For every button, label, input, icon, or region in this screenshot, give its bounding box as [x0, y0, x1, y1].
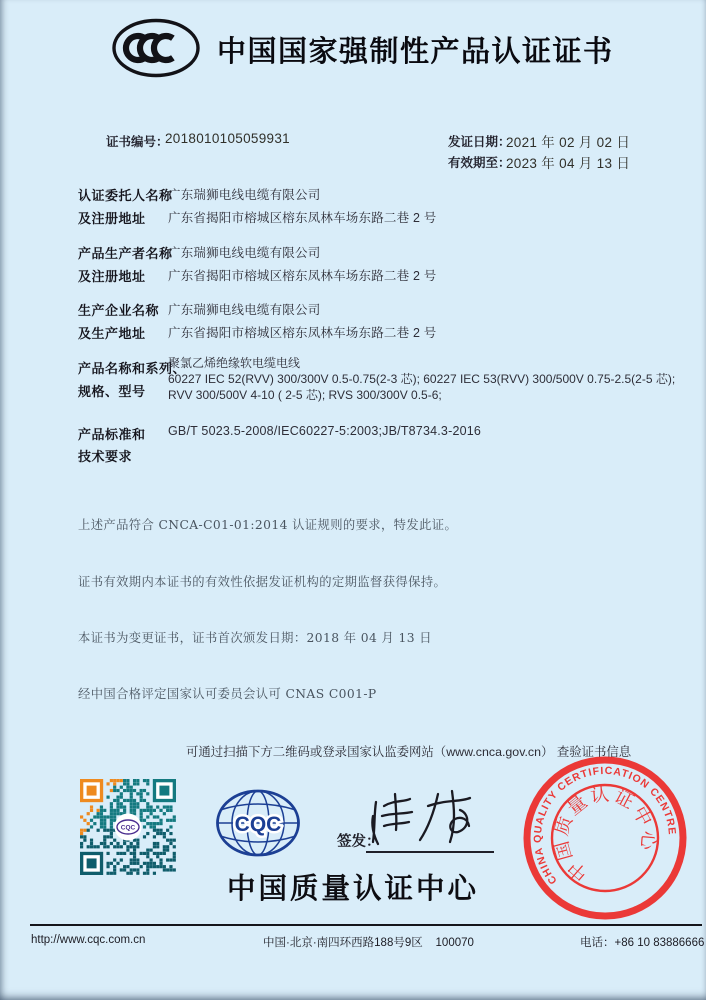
certificate-statements — [78, 479, 457, 741]
statement-validity: 证书有效期内本证书的有效性依据发证机构的定期监督获得保持。 — [78, 574, 447, 589]
stamp-text-cn: 中国质量认证中心 — [551, 784, 659, 885]
footer-phone: 电话：+86 10 83886666 — [580, 937, 705, 949]
cert-no-value: 2018010105059931 — [165, 131, 290, 146]
sign-label: 签发： — [337, 833, 381, 850]
product-model-line1: 60227 IEC 52(RVV) 300/300V 0.5-0.75(2-3 芯); 60227 IEC 53(RVV) 300/500V 0.75-2.5(2-5 芯); — [168, 372, 676, 386]
statement-cnas: 经中国合格评定国家认可委员会认可 CNAS C001-P — [78, 686, 377, 701]
producer-name-value: 广东瑞狮电线电缆有限公司 — [168, 246, 321, 260]
cqc-globe-logo-icon — [215, 789, 301, 857]
producer-address-value: 广东省揭阳市榕城区榕东凤林车场东路二巷 2 号 — [168, 269, 437, 283]
applicant-address-value: 广东省揭阳市榕城区榕东凤林车场东路二巷 2 号 — [168, 211, 437, 225]
valid-until-value: 2023 年 04 月 13 日 — [506, 156, 631, 171]
cqc-logo-text: CQC — [234, 813, 282, 836]
applicant-name-value: 广东瑞狮电线电缆有限公司 — [168, 188, 321, 202]
issue-date-label: 发证日期： — [448, 134, 511, 149]
factory-address-label: 及生产地址 — [78, 326, 146, 341]
product-model-label: 规格、型号 — [78, 384, 146, 399]
ccc-logo-icon — [110, 17, 202, 79]
factory-name-label: 生产企业名称 — [78, 303, 160, 318]
factory-name-value: 广东瑞狮电线电缆有限公司 — [168, 303, 321, 317]
verify-note: 可通过扫描下方二维码或登录国家认监委网站（www.cnca.gov.cn） 查验证书信息 — [186, 745, 632, 759]
applicant-address-label: 及注册地址 — [78, 211, 146, 226]
product-name-label: 产品名称和系列、 — [78, 361, 187, 376]
standard-value: GB/T 5023.5-2008/IEC60227-5:2003;JB/T8734.3-2016 — [168, 424, 482, 438]
page-title: 中国国家强制性产品认证证书 — [217, 36, 614, 68]
technical-req-label: 技术要求 — [78, 449, 133, 464]
stamp-text-en: CHINA QUALITY CERTIFICATION CENTRE — [531, 764, 679, 887]
statement-first-issue: 本证书为变更证书，证书首次颁发日期：2018 年 04 月 13 日 — [78, 630, 432, 645]
producer-name-label: 产品生产者名称 — [78, 246, 173, 261]
issue-date-value: 2021 年 02 月 02 日 — [506, 135, 631, 150]
standard-label: 产品标准和 — [78, 427, 146, 442]
issuer-org-name: 中国质量认证中心 — [227, 873, 480, 905]
statement-rule: 上述产品符合 CNCA-C01-01:2014 认证规则的要求，特发此证。 — [78, 518, 458, 533]
qr-code — [80, 779, 176, 875]
product-name-value: 聚氯乙烯绝缘软电缆电线 — [168, 356, 301, 370]
footer-website: http://www.cqc.com.cn — [31, 934, 146, 946]
factory-address-value: 广东省揭阳市榕城区榕东凤林车场东路二巷 2 号 — [168, 326, 437, 340]
svg-text:CQC: CQC — [120, 824, 136, 832]
footer-rule — [30, 924, 702, 926]
product-model-line2: RVV 300/500V 4-10 ( 2-5 芯); RVS 300/300V 0.5-6; — [168, 388, 442, 402]
valid-until-label: 有效期至： — [448, 155, 511, 170]
signature-underline — [366, 851, 494, 853]
footer-address: 中国·北京·南四环西路188号9区 100070 — [263, 937, 474, 949]
producer-address-label: 及注册地址 — [78, 269, 146, 284]
cert-no-label: 证书编号： — [106, 134, 169, 149]
applicant-name-label: 认证委托人名称 — [78, 188, 173, 203]
